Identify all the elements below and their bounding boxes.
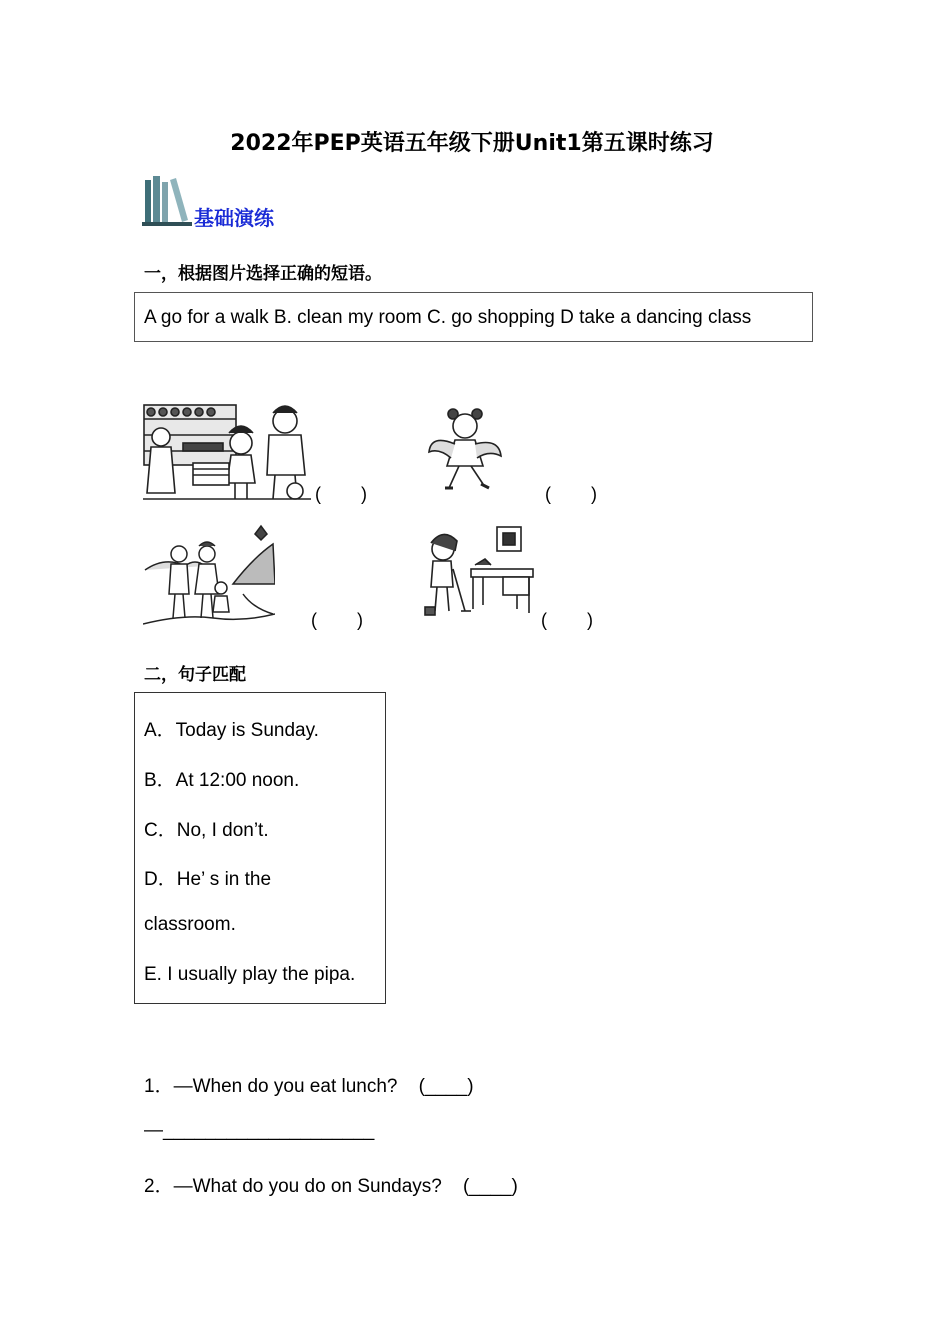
option-c: C．No, I don’t. (144, 820, 269, 841)
phrase-options-box (134, 292, 813, 342)
dancing-picture (425, 404, 503, 494)
phrase-options: A go for a walk B. clean my room C. go shopping D take a dancing class (144, 307, 752, 328)
answer-blank-1[interactable]: ( ) (315, 484, 367, 504)
shopping-picture (143, 403, 311, 501)
answer-blank-3[interactable]: ( ) (311, 610, 363, 630)
answer-line-1[interactable]: —____________________ (144, 1120, 375, 1141)
cleaning-picture (411, 525, 535, 619)
answer-blank-4[interactable]: ( ) (541, 610, 593, 630)
page-title: 2022年PEP英语五年级下册Unit1第五课时练习 (230, 131, 714, 156)
section-label: 基础演练 (194, 206, 274, 230)
question-1: 1．—When do you eat lunch? (____) (144, 1076, 474, 1097)
part2-heading: 二，句子匹配 (144, 665, 246, 685)
option-e: E. I usually play the pipa. (144, 964, 356, 985)
option-d: D．He’ s in the (144, 869, 272, 890)
option-a: A．Today is Sunday. (144, 720, 319, 741)
question-2: 2．—What do you do on Sundays? (____) (144, 1176, 518, 1197)
sentence-options-box (134, 692, 386, 1004)
option-b: B．At 12:00 noon. (144, 770, 300, 791)
option-d-continued: classroom. (144, 914, 236, 935)
answer-blank-2[interactable]: ( ) (545, 484, 597, 504)
part1-heading: 一，根据图片选择正确的短语。 (144, 264, 382, 284)
books-icon (142, 174, 192, 226)
walk-picture (143, 524, 275, 626)
